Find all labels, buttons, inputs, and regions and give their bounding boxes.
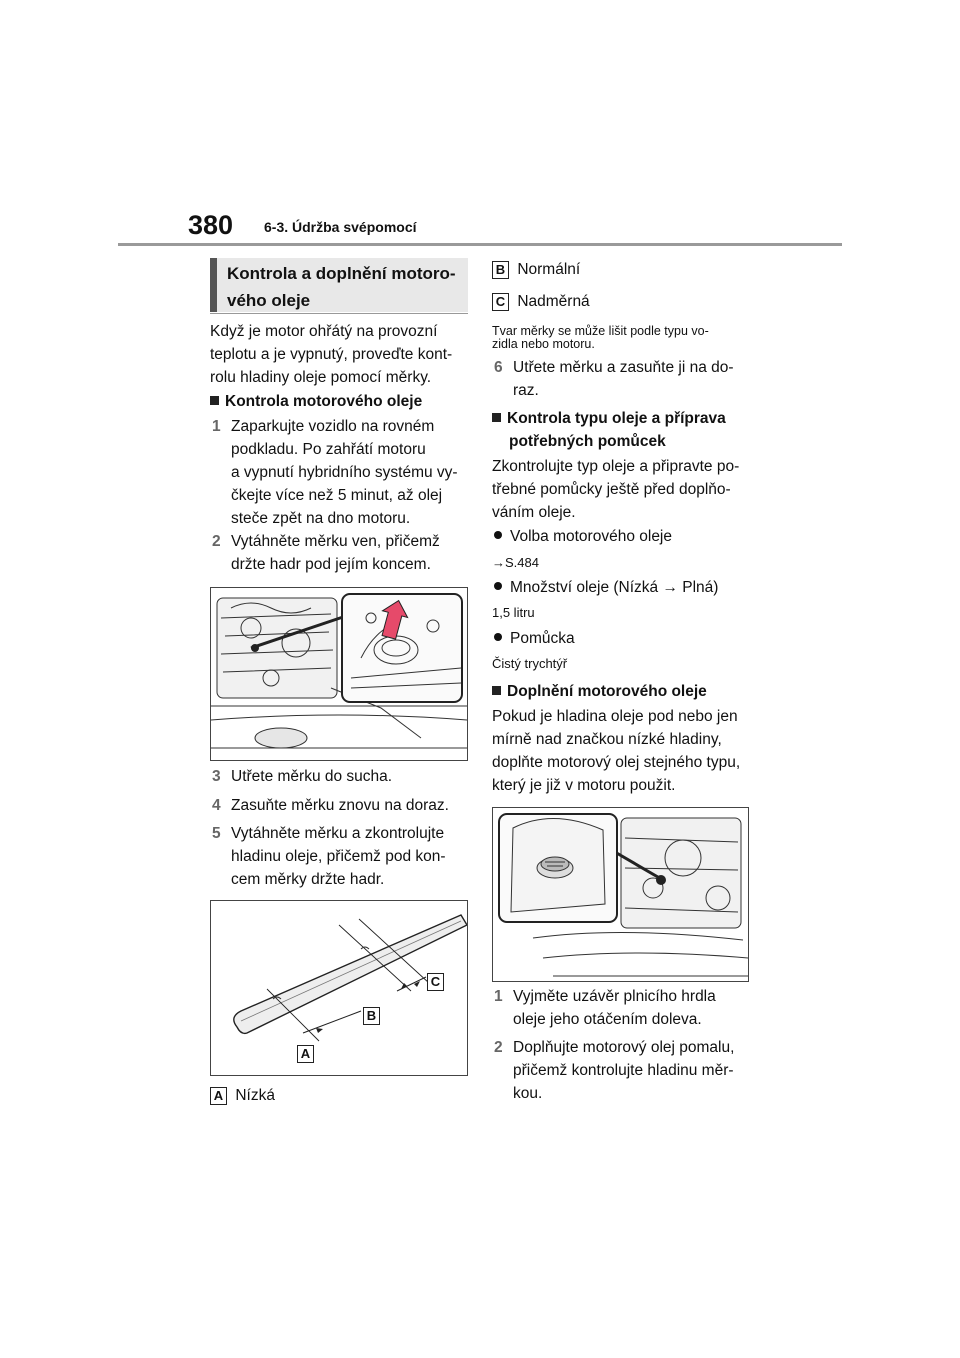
add-oil-paragraph [492,705,757,797]
square-bullet-icon [210,396,219,405]
section-title: 6-3. Údržba svépomocí [264,219,417,235]
bullet-icon [494,633,502,641]
step-line: Vytáhněte měrku ven, přičemž [231,533,440,550]
step-line: Doplňujte motorový olej pomalu, [513,1039,735,1056]
step-line: Utřete měrku a zasuňte ji na do- [513,359,734,376]
step-number: 1 [212,418,221,435]
tool-value: Čistý trychtýř [492,656,568,671]
square-bullet-icon [492,413,501,422]
step-text [513,1036,734,1105]
intro-line: teplotu a je vypnutý, proveďte kont- [210,346,453,363]
paragraph-line: Zkontrolujte typ oleje a připravte po- [492,458,740,475]
step-line: a vypnutí hybridního systému vy- [231,464,458,481]
step-line: Utřete měrku do sucha. [231,768,393,785]
figure-oil-filler-cap [492,807,749,982]
step-text [513,985,716,1031]
subheading-oil-type [492,407,757,453]
chapter-title-line1: Kontrola a doplnění motoro- [227,264,456,283]
engine-dipstick-illustration [211,588,467,760]
square-bullet-icon [492,686,501,695]
step-number: 1 [494,988,503,1005]
step-number: 3 [212,768,221,785]
legend-excessive [492,290,590,313]
subheading-text: potřebných pomůcek [509,433,666,450]
paragraph-line: který je již v motoru použit. [492,777,676,794]
step-text [513,356,734,402]
step-number: 4 [212,797,221,814]
figure-dipstick-levels [210,900,468,1076]
legend-letter-b: B [492,261,509,279]
step-line: steče zpět na dno motoru. [231,510,411,527]
step-text [231,530,440,576]
paragraph-line: Pokud je hladina oleje pod nebo jen [492,708,738,725]
oil-type-paragraph [492,455,757,524]
label-b: B [363,1007,380,1025]
step-text [231,765,392,788]
step-number: 6 [494,359,503,376]
step-text [231,822,446,891]
step-line: držte hadr pod jejím koncem. [231,556,431,573]
subheading-text: Kontrola motorového oleje [225,393,423,410]
legend-excessive-text: Nadměrná [517,293,590,310]
label-c: C [427,973,444,991]
bullet-text: Množství oleje (Nízká → Plná) [510,579,719,596]
step-line: podkladu. Po zahřátí motoru [231,441,426,458]
step-line: Zasuňte měrku znovu na doraz. [231,797,449,814]
paragraph-line: mírně nad značkou nízké hladiny, [492,731,722,748]
step-number: 5 [212,825,221,842]
legend-normal [492,258,580,281]
legend-letter-c: C [492,293,509,311]
step-text [231,415,458,530]
chapter-title [210,258,468,312]
legend-low [210,1084,275,1107]
step-line: oleje jeho otáčením doleva. [513,1011,702,1028]
subheading-text: Kontrola typu oleje a příprava [507,410,726,427]
step-line: Vyjměte uzávěr plnicího hrdla [513,988,716,1005]
bullet-icon [494,582,502,590]
intro-line: Když je motor ohřátý na provozní [210,323,438,340]
paragraph-line: třebné pomůcky ještě před doplňo- [492,481,731,498]
page-reference: →S.484 [492,555,539,570]
intro-paragraph [210,320,470,389]
bullet-tool [494,627,575,650]
subheading-check-oil [210,390,422,413]
bullet-text: Pomůcka [510,630,575,647]
step-line: kou. [513,1085,543,1102]
figure-engine-dipstick [210,587,468,761]
paragraph-line: doplňte motorový olej stejného typu, [492,754,741,771]
chapter-title-line2: vého oleje [227,291,311,310]
step-line: čkejte více než 5 minut, až olej [231,487,443,504]
step-line: Zaparkujte vozidlo na rovném [231,418,435,435]
paragraph-line: váním oleje. [492,504,576,521]
oil-filler-cap-illustration [493,808,748,981]
legend-low-text: Nízká [235,1087,275,1104]
legend-letter-a: A [210,1087,227,1105]
bullet-oil-quantity [494,576,718,599]
step-number: 2 [494,1039,503,1056]
note-line: zidla nebo motoru. [492,337,595,351]
title-underline [210,313,468,314]
legend-normal-text: Normální [517,261,581,278]
bullet-oil-selection [494,525,672,548]
step-line: přičemž kontrolujte hladinu měr- [513,1062,734,1079]
page-number: 380 [188,210,234,240]
subheading-text: Doplnění motorového oleje [507,683,707,700]
step-line: Vytáhněte měrku a zkontrolujte [231,825,445,842]
step-line: cem měrky držte hadr. [231,871,385,888]
oil-quantity-value: 1,5 litru [492,605,535,620]
header-rule [118,243,842,246]
label-a: A [297,1045,314,1063]
intro-line: rolu hladiny oleje pomocí měrky. [210,369,432,386]
step-line: raz. [513,382,539,399]
note-line: Tvar měrky se může lišit podle typu vo- [492,324,709,338]
step-number: 2 [212,533,221,550]
subheading-add-oil [492,680,707,703]
bullet-icon [494,531,502,539]
step-text [231,794,449,817]
step-line: hladinu oleje, přičemž pod kon- [231,848,446,865]
bullet-text: Volba motorového oleje [510,528,673,545]
note-dipstick-shape [492,325,752,351]
